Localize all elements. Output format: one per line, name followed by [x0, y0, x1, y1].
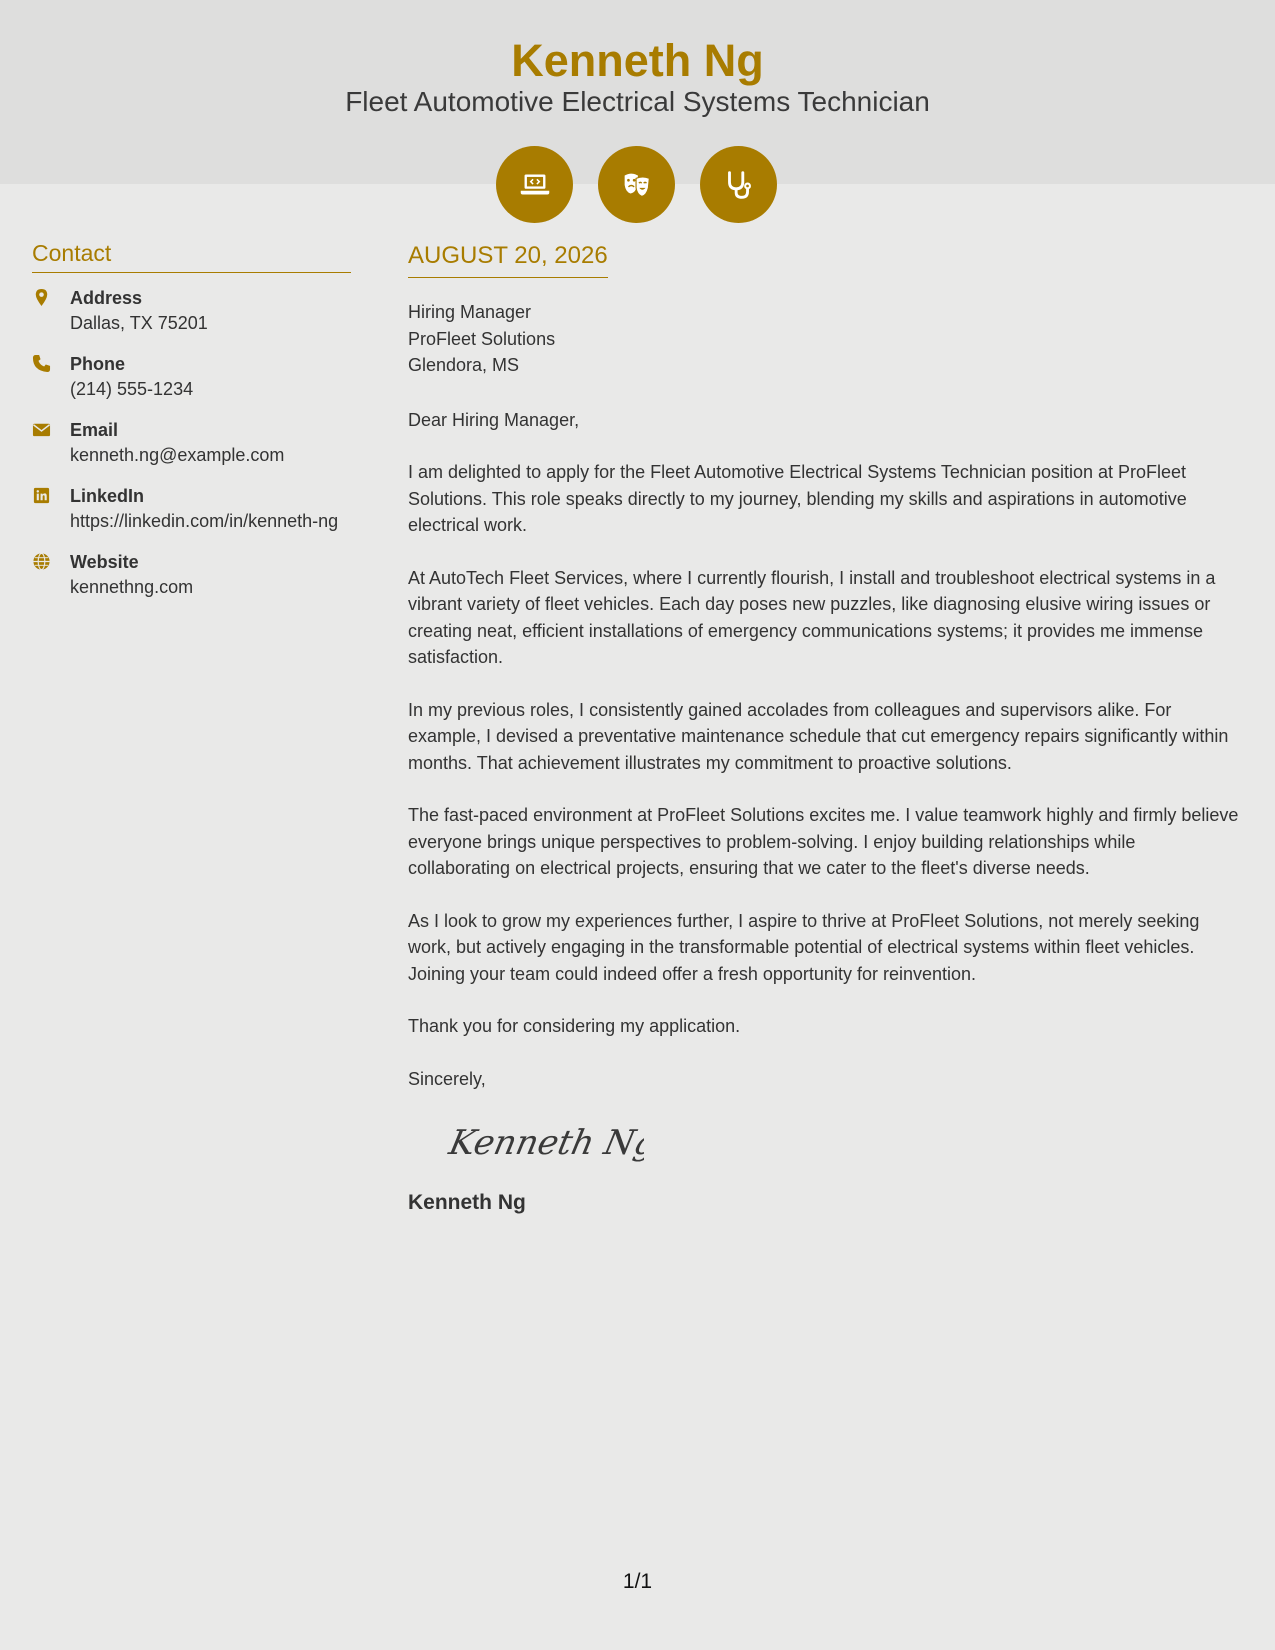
salutation: Dear Hiring Manager,: [408, 409, 580, 430]
recipient-line: ProFleet Solutions: [408, 328, 556, 349]
contact-item-phone: [32, 352, 351, 402]
contact-item-website: [32, 550, 351, 600]
phone-icon: [32, 352, 70, 402]
body-paragraph: At AutoTech Fleet Services, where I currently flourish, I install and troubleshoot electrical systems in a vibrant variety of fleet vehicles. Each day poses new puzzles, like diagnosing elusive wiring issues or creating neat, efficient installations of emergency communications systems; it provides me immense satisfaction.: [408, 567, 1216, 667]
closing: Sincerely,: [408, 1068, 486, 1089]
body-paragraph: I am delighted to apply for the Fleet Automotive Electrical Systems Technician position at ProFleet Solutions. This role speaks directly to my journey, blending my skills and aspirations in automotive electrical work.: [408, 462, 1187, 535]
website-link[interactable]: kennethng.com: [70, 577, 194, 597]
letter-date: AUGUST 20, 2026: [408, 240, 608, 278]
stethoscope-icon: [700, 146, 777, 223]
recipient-line: Hiring Manager: [408, 302, 532, 322]
recipient-block: [408, 299, 1240, 379]
body-paragraph: As I look to grow my experiences further, I aspire to thrive at ProFleet Solutions, not merely seeking work, but actively engaging in the transformable potential of electrical systems within fleet vehicles. Joining your team could indeed offer a fresh opportunity for reinvention.: [408, 910, 1200, 984]
globe-icon: [32, 550, 70, 600]
map-pin-icon: [32, 286, 70, 336]
contact-label: Website: [70, 552, 139, 572]
contact-item-linkedin: [32, 484, 351, 534]
phone-value: (214) 555-1234: [70, 379, 194, 399]
letter-body: [408, 240, 1240, 1215]
linkedin-link[interactable]: https://linkedin.com/in/kenneth-ng: [70, 511, 339, 531]
linkedin-icon: [32, 484, 70, 534]
body-paragraph: In my previous roles, I consistently gained accolades from colleagues and supervisors alike. For example, I devised a preventative maintenance schedule that cut emergency repairs significantly within months. That achievement illustrates my commitment to proactive solutions.: [408, 699, 1229, 773]
contact-heading: Contact: [32, 238, 351, 273]
contact-list: [32, 286, 351, 600]
applicant-name: Kenneth Ng: [511, 35, 764, 86]
signer-name: Kenneth Ng: [408, 1190, 526, 1214]
email-link[interactable]: kenneth.ng@example.com: [70, 445, 285, 465]
svg-text:Kenneth Ng: Kenneth Ng: [445, 1122, 644, 1163]
laptop-code-icon: [496, 146, 573, 223]
envelope-icon: [32, 418, 70, 468]
contact-item-email: [32, 418, 351, 468]
body-paragraph: The fast-paced environment at ProFleet Solutions excites me. I value teamwork highly and firmly believe everyone brings unique perspectives to problem-solving. I enjoy building relationships while collaborating on electrical projects, ensuring that we cater to the fleet's diverse needs.: [408, 805, 1239, 878]
job-title: Fleet Automotive Electrical Systems Technician: [345, 86, 930, 117]
page-number: 1/1: [622, 1570, 653, 1593]
contact-label: LinkedIn: [70, 486, 145, 506]
handwritten-signature: [444, 1114, 1240, 1173]
address-value: Dallas, TX 75201: [70, 313, 208, 333]
contact-label: Email: [70, 420, 119, 440]
body-paragraph: Thank you for considering my application.: [408, 1016, 741, 1036]
contact-label: Address: [70, 288, 143, 308]
letter-paragraphs: [408, 407, 1240, 1040]
contact-label: Phone: [70, 354, 126, 374]
contact-item-address: [32, 286, 351, 336]
contact-sidebar: [32, 238, 351, 616]
header-icon-row: [496, 146, 777, 224]
recipient-line: Glendora, MS: [408, 355, 520, 375]
theater-masks-icon: [598, 146, 675, 223]
